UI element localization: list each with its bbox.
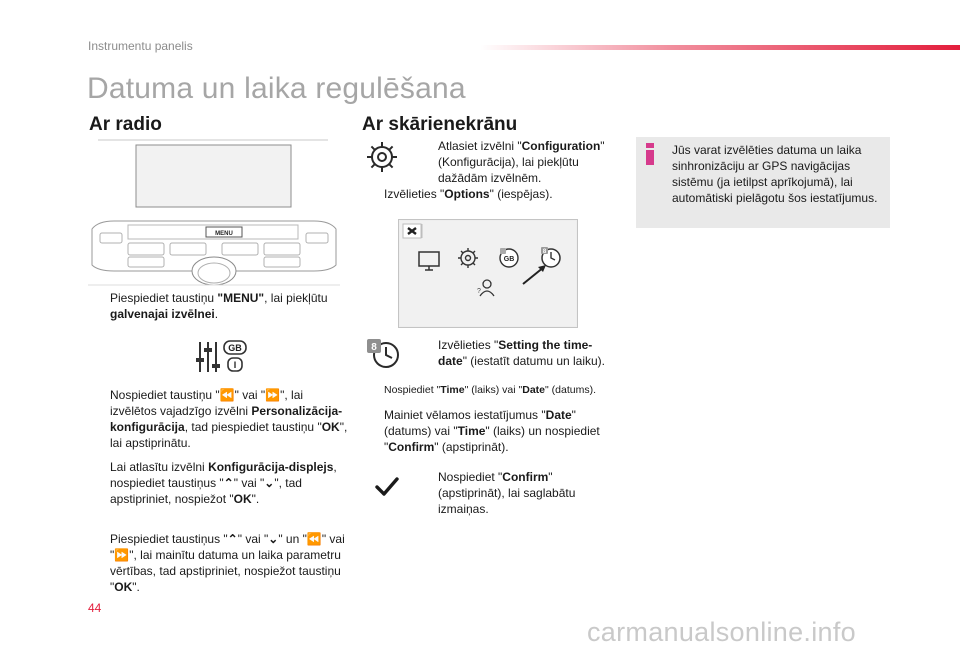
step-text: Nospiediet taustiņu "⏪" vai "⏩", lai izvēlētos vajadzīgo izvēlni Personalizācija-konfigurācija, tad piespiediet taustiņu "OK", lai apstiprinātu.: [110, 388, 348, 450]
clock-icon: [364, 337, 404, 371]
step-radio-2: [88, 387, 350, 451]
radio-panel-illustration: [88, 137, 340, 286]
step-text: Nospiediet "Confirm" (apstiprināt), lai saglabātu izmaiņas.: [438, 470, 576, 516]
watermark: carmanualsonline.info: [587, 617, 856, 647]
step-radio-4: [88, 531, 350, 595]
step-text: Nospiediet "Time" (laiks) vai "Date" (datums).: [384, 384, 596, 396]
step-radio-1: [88, 290, 350, 324]
header-rule: [480, 45, 960, 50]
step-text: Piespiediet taustiņus "⌃" vai "⌄" un "⏪" vai "⏩", lai mainītu datuma un laika parametru vērtības, tad apstipriniet, nospiežot taustiņu "OK".: [110, 532, 345, 594]
svg-text:8: 8: [542, 249, 547, 255]
info-text: Jūs varat izvēlēties datuma un laika sinhronizāciju ar GPS navigācijas sistēmu (ja ietilpst aprīkojumā), lai automātiski pielāgotu šos iestatījumus.: [672, 143, 878, 205]
heading-radio: Ar radio: [89, 114, 162, 135]
language-sliders-icon: [194, 338, 250, 378]
step-text: Izvēlieties "Options" (iespējas).: [384, 187, 553, 201]
page-number: 44: [88, 601, 102, 615]
menu-button-label: MENU: [215, 231, 233, 237]
step-text: Piespiediet taustiņu "MENU", lai piekļūtu galvenajai izvēlnei.: [110, 291, 328, 321]
checkmark-icon: [374, 476, 400, 498]
step-touch-2: [362, 186, 602, 204]
step-touch-6: [416, 469, 606, 519]
step-touch-3: [416, 337, 612, 371]
step-text: Mainiet vēlamos iestatījumus "Date" (datums) vai "Time" (laiks) un nospiediet "Confirm" (apstiprināt).: [384, 408, 600, 454]
step-touch-1: [416, 138, 616, 186]
section-header: Instrumentu panelis: [88, 39, 193, 53]
info-icon: [645, 143, 655, 165]
touchscreen-options-illustration: [399, 220, 577, 327]
page-title: Datuma un laika regulēšana: [87, 72, 466, 105]
info-box: [636, 137, 890, 228]
heading-touchscreen: Ar skārienekrānu: [362, 114, 518, 135]
clock-badge: 8: [371, 342, 377, 353]
step-touch-5: [362, 407, 612, 457]
lang-gb-label: GB: [228, 343, 242, 353]
touchscreen-options-panel: [398, 219, 578, 328]
svg-text:?: ?: [477, 288, 481, 295]
language-bubble-icon: [500, 248, 518, 267]
lang-i-label: I: [233, 360, 237, 370]
step-text: Atlasiet izvēlni "Configuration" (Konfigurācija), lai piekļūtu dažādām izvēlnēm.: [438, 139, 605, 185]
step-radio-3: [88, 459, 350, 509]
svg-text:GB: GB: [503, 256, 515, 263]
gear-icon: [364, 139, 400, 175]
step-touch-4: [362, 383, 612, 399]
step-text: Lai atlasītu izvēlni Konfigurācija-displejs, nospiediet taustiņus "⌃" vai "⌄", tad apstipriniet, nospiežot "OK".: [110, 460, 337, 506]
step-text: Izvēlieties "Setting the time-date" (iestatīt datumu un laiku).: [438, 338, 606, 368]
